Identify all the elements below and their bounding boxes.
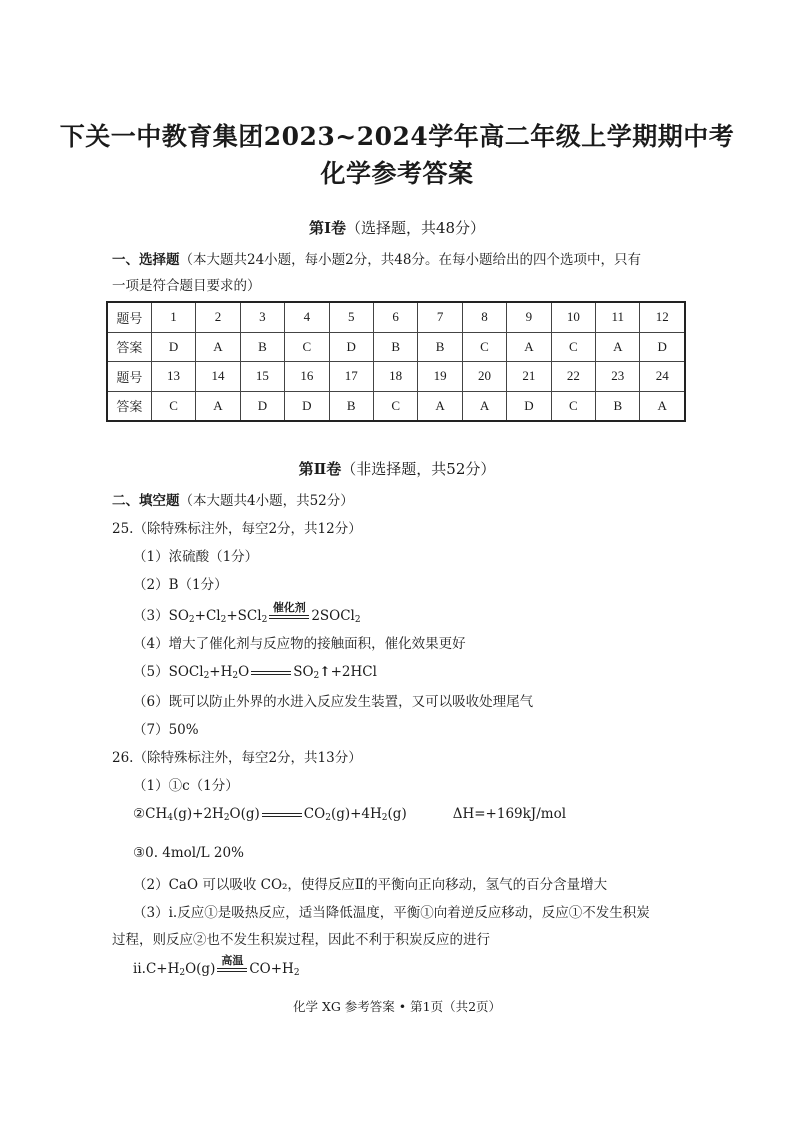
page-footer: 化学 XG 参考答案 • 第1页（共2页） [292,999,502,1014]
equals-sign [262,810,302,820]
q25-answer-5-prefix: （5） [133,664,169,680]
table-row-header: 答案 [107,332,151,362]
q26-answer-6: $ⅱ.C+H_2O(g)$ 高温 $CO+H_2$ [133,953,300,978]
table-cell: 12 [640,302,685,332]
table-cell: D [240,391,284,421]
table-cell: B [240,332,284,362]
q25-answer-2: （2）B（1分） [133,577,228,593]
part2-heading [0,458,794,479]
catalyst-condition: 催化剂 [272,600,306,614]
table-row-header: 题号 [107,362,151,392]
temperature-condition: 高温 [221,953,244,967]
equilibrium-sign [217,953,247,975]
table-cell: B [373,332,417,362]
table-cell: C [462,332,506,362]
table-cell: 18 [373,362,417,392]
table-row [107,362,685,392]
table-cell: D [151,332,195,362]
equilibrium-sign [269,600,309,622]
table-cell: D [507,391,551,421]
table-cell: 1 [151,302,195,332]
q26-answer-2: $②CH_4(g)+2H_2O(g)$ $CO_2(g)+4H_2(g)$ ΔH=+169kJ/mol [133,806,567,823]
document-subtitle: 化学参考答案 [320,159,474,188]
equals-sign [251,668,291,678]
answer-table [106,301,686,422]
q25-answer-1: （1）浓硫酸（1分） [133,549,259,565]
table-cell: A [196,391,240,421]
table-cell: D [329,332,373,362]
q26-answer-1: （1）①c（1分） [133,778,239,794]
table-cell: 9 [507,302,551,332]
table-cell: 17 [329,362,373,392]
q25-answer-3-prefix: （3） [133,608,169,624]
table-cell: 24 [640,362,685,392]
part1-heading-desc: （选择题，共48分） [345,219,486,237]
q25-intro: 25.（除特殊标注外，每空2分，共12分） [112,521,362,537]
q25-answer-3: $(3)SO_2+Cl_2+SCl_2$ 催化剂 2SOCl$_2$ [133,600,361,625]
table-row [107,332,685,362]
table-row [107,391,685,421]
table-cell: 20 [462,362,506,392]
table-cell: C [285,332,329,362]
table-cell: C [151,391,195,421]
q26-answer-5-cont: 过程，则反应②也不发生积炭过程，因此不利于积炭反应的进行 [112,932,490,948]
q26-answer-5: （3）ⅰ.反应①是吸热反应，适当降低温度，平衡①向着逆反应移动，反应①不发生积炭 [133,905,650,921]
document-title: 下关一中教育集团2023~2024学年高二年级上学期期中考 [59,122,735,151]
q25-answer-5: $(5)SOCl_2+H_2O$ $SO_2↑+2HCl$ [133,664,377,681]
section1-text: （本大题共24小题，每小题2分，共48分。在每小题给出的四个选项中，只有 [179,252,641,268]
table-cell: A [640,391,685,421]
section1-desc-cont: 一项是符合题目要求的） [112,278,261,294]
part1-heading-label: 第Ⅰ卷 [308,219,346,237]
table-cell: A [418,391,462,421]
table-cell: A [507,332,551,362]
table-cell: A [462,391,506,421]
section1-desc [112,248,641,268]
table-row [107,302,685,332]
table-cell: 6 [373,302,417,332]
table-cell: A [196,332,240,362]
table-cell: 4 [285,302,329,332]
enthalpy-change: ΔH=+169kJ/mol [452,806,567,822]
table-cell: 21 [507,362,551,392]
table-cell: D [285,391,329,421]
section1-label: 一、选择题 [112,252,180,268]
q26-answer-2-prefix: ② [133,806,146,822]
table-cell: 10 [551,302,595,332]
q26-answer-6-prefix: ⅱ. [133,961,146,977]
table-cell: 5 [329,302,373,332]
q26-answer-3: ③0. 4mol/L 20% [133,845,244,861]
section2-text: （本大题共4小题，共52分） [179,493,354,509]
table-cell: 13 [151,362,195,392]
q25-answer-6: （6）既可以防止外界的水进入反应发生装置，又可以吸收处理尾气 [133,694,534,710]
table-cell: D [640,332,685,362]
table-cell: B [418,332,462,362]
gas-arrow-icon: ↑ [319,664,331,680]
table-cell: 3 [240,302,284,332]
table-cell: 16 [285,362,329,392]
table-cell: 7 [418,302,462,332]
table-cell: B [329,391,373,421]
q26-answer-4: （2）CaO 可以吸收 CO₂，使得反应Ⅱ的平衡向正向移动，氢气的百分含量增大 [133,877,608,893]
table-cell: 11 [596,302,640,332]
table-cell: 15 [240,362,284,392]
table-row-header: 题号 [107,302,151,332]
q25-answer-4: （4）增大了催化剂与反应物的接触面积，催化效果更好 [133,636,466,652]
table-cell: 19 [418,362,462,392]
table-cell: 2 [196,302,240,332]
table-cell: B [596,391,640,421]
part2-heading-desc: （非选择题，共52分） [341,460,496,478]
table-cell: 23 [596,362,640,392]
table-cell: C [551,391,595,421]
table-cell: 14 [196,362,240,392]
section2-label: 二、填空题 [112,493,180,509]
table-cell: A [596,332,640,362]
table-cell: 22 [551,362,595,392]
table-row-header: 答案 [107,391,151,421]
part1-heading [0,217,794,238]
part2-heading-label: 第Ⅱ卷 [298,460,342,478]
q25-answer-7: （7）50% [133,722,199,738]
section2-desc [112,489,354,509]
table-cell: C [373,391,417,421]
table-cell: 8 [462,302,506,332]
q26-intro: 26.（除特殊标注外，每空2分，共13分） [112,750,362,766]
table-cell: C [551,332,595,362]
